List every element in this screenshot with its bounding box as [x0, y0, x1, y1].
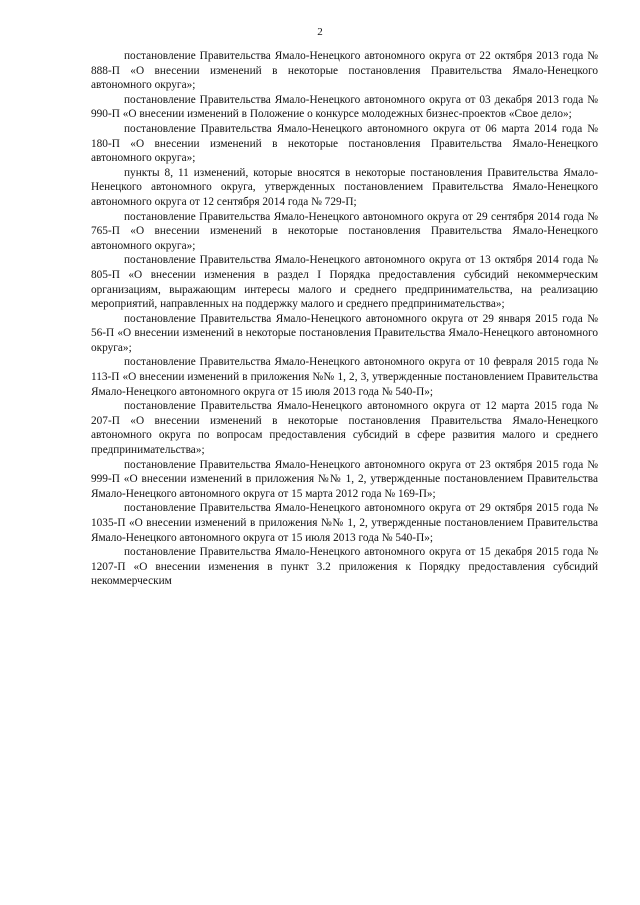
paragraph-3: постановление Правительства Ямало-Ненецкого автономного округа от 06 марта 2014 года № 180-П «О внесении изменений в некоторые постановления Правительства Ямало-Ненецкого автономного округа»; [91, 122, 598, 165]
document-body [91, 49, 598, 589]
page-number: 2 [317, 26, 323, 38]
paragraph-4: пункты 8, 11 изменений, которые вносятся в некоторые постановления Правительства Ямало-Ненецкого автономного округа, утвержденных постановлением Правительства Ямало-Ненецкого автономного округа от 12 сентября 2014 года № 729-П; [91, 166, 598, 208]
paragraph-1: постановление Правительства Ямало-Ненецкого автономного округа от 22 октября 2013 года № 888-П «О внесении изменений в некоторые постановления Правительства Ямало-Ненецкого автономного округа»; [91, 50, 598, 92]
paragraph-12: постановление Правительства Ямало-Ненецкого автономного округа от 15 декабря 2015 года № 1207-П «О внесении изменения в пункт 3.2 приложения к Порядку предоставления субсидий некоммерческим [91, 546, 598, 588]
paragraph-6: постановление Правительства Ямало-Ненецкого автономного округа от 13 октября 2014 года № 805-П «О внесении изменения в раздел I Порядка предоставления субсидий некоммерческим организациям, выражающим интересы малого и среднего предпринимательства, на реализацию мероприятий, направленных на поддержку малого и среднего предпринимательства»; [91, 254, 598, 311]
paragraph-9: постановление Правительства Ямало-Ненецкого автономного округа от 12 марта 2015 года № 207-П «О внесении изменений в некоторые постановления Правительства Ямало-Ненецкого автономного округа по вопросам предоставления субсидий в сфере развития малого и среднего предпринимательства»; [91, 400, 598, 457]
paragraph-8: постановление Правительства Ямало-Ненецкого автономного округа от 10 февраля 2015 года № 113-П «О внесении изменений в приложения №№ 1, 2, 3, утвержденные постановлением Правительства Ямало-Ненецкого автономного округа от 15 июля 2013 года № 540-П»; [91, 356, 598, 398]
paragraph-11: постановление Правительства Ямало-Ненецкого автономного округа от 29 октября 2015 года № 1035-П «О внесении изменений в приложения №№ 1, 2, утвержденные постановлением Правительства Ямало-Ненецкого автономного округа от 15 июля 2013 года № 540-П»; [91, 502, 598, 544]
paragraph-5: постановление Правительства Ямало-Ненецкого автономного округа от 29 сентября 2014 года № 765-П «О внесении изменений в некоторые постановления Правительства Ямало-Ненецкого автономного округа»; [91, 210, 598, 252]
paragraph-10: постановление Правительства Ямало-Ненецкого автономного округа от 23 октября 2015 года № 999-П «О внесении изменений в приложения №№ 1, 2, утвержденные постановлением Правительства Ямало-Ненецкого автономного округа от 15 марта 2012 года № 169-П»; [91, 458, 598, 500]
paragraph-2: постановление Правительства Ямало-Ненецкого автономного округа от 03 декабря 2013 года № 990-П «О внесении изменений в Положение о конкурсе молодежных бизнес-проектов «Свое дело»; [91, 93, 598, 121]
paragraph-7: постановление Правительства Ямало-Ненецкого автономного округа от 29 января 2015 года № 56-П «О внесении изменений в некоторые постановления Правительства Ямало-Ненецкого автономного округа»; [91, 312, 598, 354]
